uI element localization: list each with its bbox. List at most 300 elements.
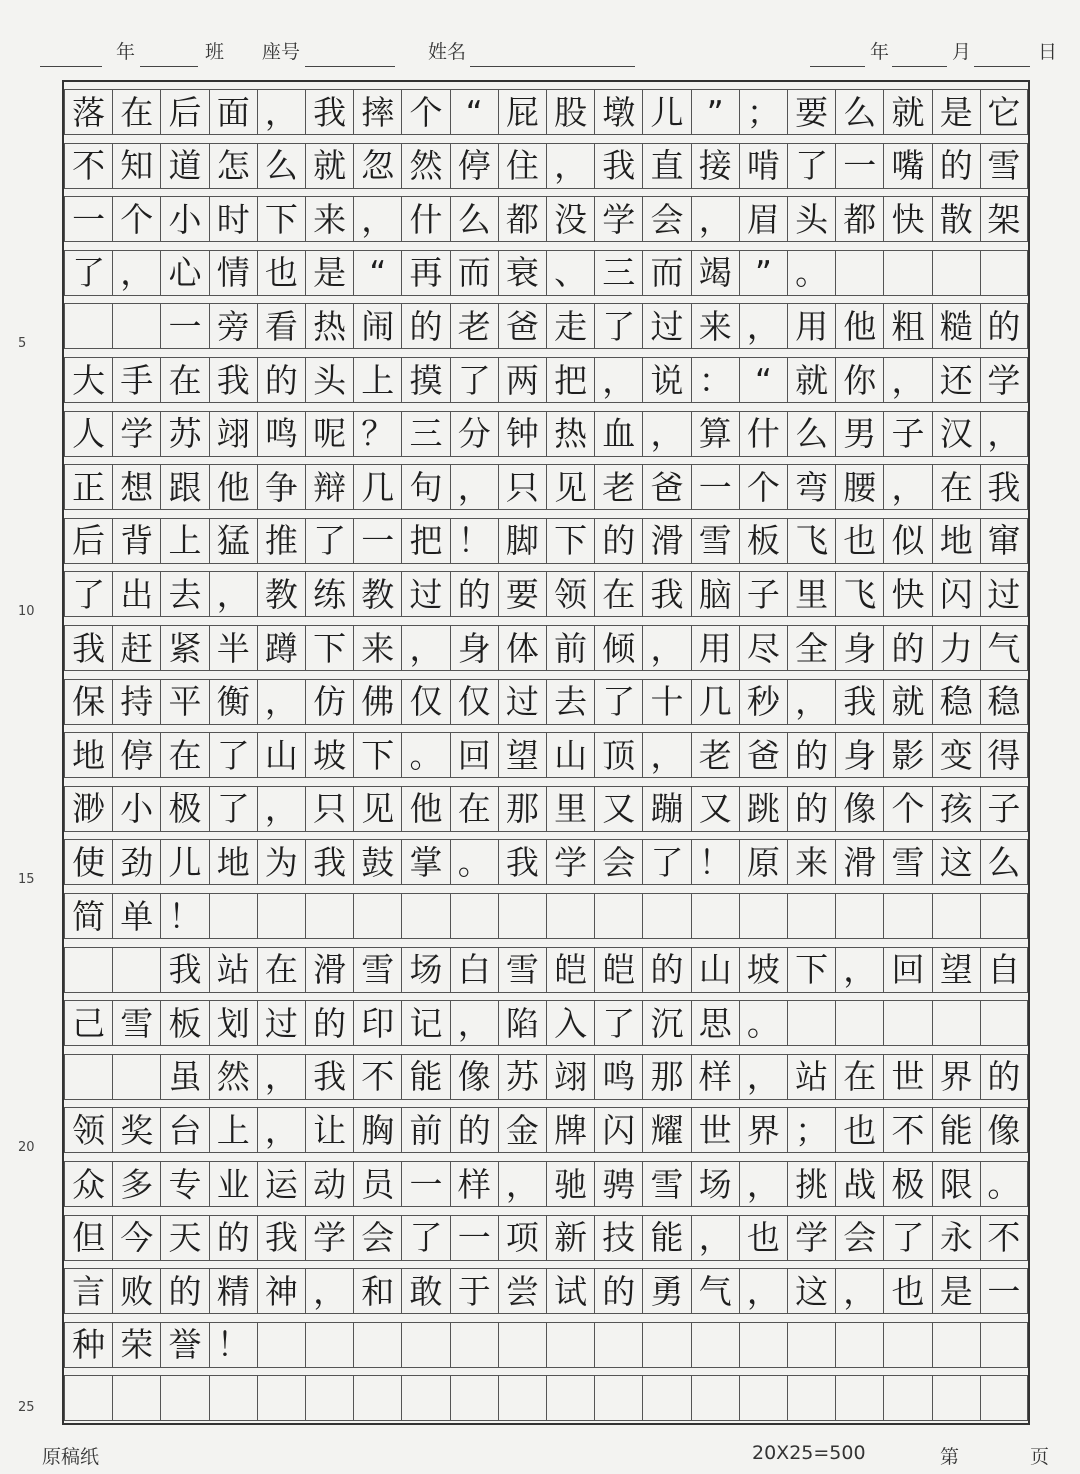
grid-cell: 全 [787, 625, 835, 671]
grid-cell: 爸 [642, 464, 690, 510]
grid-cell: 种 [64, 1322, 112, 1368]
grid-cell: 是 [932, 89, 980, 135]
grid-cell: 的 [642, 947, 690, 993]
grid-cell: 鸣 [594, 1054, 642, 1100]
grid-cell [883, 893, 931, 939]
grid-cell: 神 [257, 1268, 305, 1314]
grid-cell: 爸 [739, 732, 787, 778]
grid-cell: 会 [594, 839, 642, 885]
page-label-right: 页 [1030, 1446, 1050, 1468]
grid-cell: 看 [257, 303, 305, 349]
grid-cell [546, 1322, 594, 1368]
grid-cell: 山 [691, 947, 739, 993]
grid-cell: 就 [883, 89, 931, 135]
grid-cell: 钟 [498, 411, 546, 457]
grid-cell: 蹲 [257, 625, 305, 671]
grid-cell: 像 [450, 1054, 498, 1100]
grid-cell: 领 [64, 1107, 112, 1153]
grid-cell: 地 [932, 518, 980, 564]
date-year-blank [810, 66, 865, 67]
grid-cell: 雪 [883, 839, 931, 885]
grid-cell [498, 1375, 546, 1421]
grid-cell: 今 [112, 1215, 160, 1261]
grid-cell: 渺 [64, 786, 112, 832]
grid-cell: 用 [691, 625, 739, 671]
grid-cell: 在 [257, 947, 305, 993]
grid-cell: 学 [546, 839, 594, 885]
grid-cell: ， [257, 1107, 305, 1153]
grid-cell [498, 893, 546, 939]
grid-cell: ， [691, 1215, 739, 1261]
grid-cell: 学 [112, 411, 160, 457]
grid-cell: 样 [691, 1054, 739, 1100]
grid-cell: 身 [835, 732, 883, 778]
class-label: 班 [205, 41, 225, 63]
grid-cell: 地 [64, 732, 112, 778]
seat-label: 座号 [262, 41, 301, 63]
grid-cell: 了 [594, 303, 642, 349]
grid-cell: 去 [160, 571, 208, 617]
grid-cell: 半 [209, 625, 257, 671]
grid-cell: 我 [64, 625, 112, 671]
grid-cell: 是 [305, 250, 353, 296]
grid-cell: 正 [64, 464, 112, 510]
grid-cell: 会 [835, 1215, 883, 1261]
grid-cell: 持 [112, 679, 160, 725]
grid-cell: 业 [209, 1161, 257, 1207]
seat-blank [305, 66, 395, 67]
grid-cell: 就 [305, 143, 353, 189]
grid-cell: 一 [353, 518, 401, 564]
grid-cell [498, 1322, 546, 1368]
grid-cell: 雪 [112, 1000, 160, 1046]
grid-cell: 也 [739, 1215, 787, 1261]
grid-cell: 望 [498, 732, 546, 778]
grid-cell: 两 [498, 357, 546, 403]
grid-cell: 而 [642, 250, 690, 296]
grid-cell: 仿 [305, 679, 353, 725]
grid-cell: 猛 [209, 518, 257, 564]
grid-cell: 然 [209, 1054, 257, 1100]
grid-cell [980, 1000, 1028, 1046]
grid-cell: 他 [835, 303, 883, 349]
grid-cell: 后 [64, 518, 112, 564]
grid-cell: 老 [594, 464, 642, 510]
grid-cell: 儿 [160, 839, 208, 885]
grid-cell: 而 [450, 250, 498, 296]
grid-cell: ， [594, 357, 642, 403]
grid-cell: 住 [498, 143, 546, 189]
grid-cell: 了 [64, 250, 112, 296]
grid-cell: 练 [305, 571, 353, 617]
grid-cell: ； [787, 1107, 835, 1153]
grid-cell: ， [305, 1268, 353, 1314]
grid-cell: 糙 [932, 303, 980, 349]
grid-cell: 一 [835, 143, 883, 189]
grid-cell: 会 [642, 196, 690, 242]
grid-cell: 。 [980, 1161, 1028, 1207]
grid-cell: “ [353, 250, 401, 296]
grid-cell: 气 [980, 625, 1028, 671]
grid-cell: 金 [498, 1107, 546, 1153]
grid-cell: 孩 [932, 786, 980, 832]
grid-cell [305, 1375, 353, 1421]
grid-cell: 板 [160, 1000, 208, 1046]
grid-cell: ， [257, 1054, 305, 1100]
grid-cell: 耀 [642, 1107, 690, 1153]
grid-cell: 、 [546, 250, 594, 296]
grid-cell: 学 [305, 1215, 353, 1261]
grid-cell: 掌 [401, 839, 449, 885]
grid-cell: 分 [450, 411, 498, 457]
grid-cell: 血 [594, 411, 642, 457]
grid-cell: 衰 [498, 250, 546, 296]
grid-cell [257, 1322, 305, 1368]
grid-cell: 小 [160, 196, 208, 242]
essay-row [64, 1368, 1028, 1422]
grid-cell: 没 [546, 196, 594, 242]
grid-cell [883, 1375, 931, 1421]
grid-cell: 他 [209, 464, 257, 510]
grid-cell [64, 303, 112, 349]
grid-cell: 陷 [498, 1000, 546, 1046]
grid-cell: 新 [546, 1215, 594, 1261]
grid-cell: 三 [594, 250, 642, 296]
grid-cell: 多 [112, 1161, 160, 1207]
grid-cell: 争 [257, 464, 305, 510]
grid-cell: 秒 [739, 679, 787, 725]
grid-cell: 前 [401, 1107, 449, 1153]
grid-cell: 嘴 [883, 143, 931, 189]
grid-cell: 用 [787, 303, 835, 349]
grid-cell: 言 [64, 1268, 112, 1314]
grid-cell: 我 [305, 839, 353, 885]
grid-cell: 闪 [594, 1107, 642, 1153]
grid-cell: ； [739, 89, 787, 135]
grid-cell: 下 [353, 732, 401, 778]
grid-cell [932, 1322, 980, 1368]
grid-cell: 地 [209, 839, 257, 885]
grid-cell: 界 [739, 1107, 787, 1153]
grid-cell [401, 893, 449, 939]
grid-cell: 粗 [883, 303, 931, 349]
grid-cell [64, 1375, 112, 1421]
grid-cell: 平 [160, 679, 208, 725]
grid-cell: 永 [932, 1215, 980, 1261]
essay-row [64, 832, 1028, 886]
grid-cell: 了 [594, 1000, 642, 1046]
grid-cell: 印 [353, 1000, 401, 1046]
year-label: 年 [116, 41, 136, 63]
grid-cell: 望 [932, 947, 980, 993]
header [0, 0, 1080, 80]
grid-cell: ， [112, 250, 160, 296]
essay-row [64, 940, 1028, 994]
grid-cell: 和 [353, 1268, 401, 1314]
grid-cell: 推 [257, 518, 305, 564]
grid-cell: 体 [498, 625, 546, 671]
grid-cell: ， [980, 411, 1028, 457]
grid-cell [835, 1322, 883, 1368]
grid-cell [932, 1000, 980, 1046]
grid-cell: 老 [450, 303, 498, 349]
grid-cell: ， [450, 1000, 498, 1046]
grid-cell: 那 [498, 786, 546, 832]
grid-cell: 都 [835, 196, 883, 242]
grid-cell: 快 [883, 571, 931, 617]
grid-cell: 稳 [932, 679, 980, 725]
grid-cell: 接 [691, 143, 739, 189]
grid-cell: 停 [112, 732, 160, 778]
grid-cell: 一 [64, 196, 112, 242]
grid-cell: 只 [305, 786, 353, 832]
grid-cell: 道 [160, 143, 208, 189]
essay-row [64, 82, 1028, 136]
grid-cell: 也 [835, 518, 883, 564]
grid-cell: ， [498, 1161, 546, 1207]
essay-row [64, 136, 1028, 190]
grid-cell: 不 [353, 1054, 401, 1100]
class-blank [140, 66, 198, 67]
grid-cell: 不 [64, 143, 112, 189]
grid-cell: 落 [64, 89, 112, 135]
grid-cell: 的 [594, 518, 642, 564]
grid-cell [594, 1375, 642, 1421]
grid-cell: 战 [835, 1161, 883, 1207]
grid-cell: 精 [209, 1268, 257, 1314]
line-number: 20 [18, 1140, 35, 1155]
grid-cell [932, 1375, 980, 1421]
grid-cell [980, 1375, 1028, 1421]
grid-cell: 像 [835, 786, 883, 832]
grid-cell: 场 [691, 1161, 739, 1207]
grid-cell: 在 [932, 464, 980, 510]
grid-cell: 情 [209, 250, 257, 296]
grid-cell: 手 [112, 357, 160, 403]
grid-cell [932, 893, 980, 939]
grid-cell: 见 [546, 464, 594, 510]
grid-cell: 么 [980, 839, 1028, 885]
grid-cell: 极 [160, 786, 208, 832]
grid-cell: ， [546, 143, 594, 189]
grid-cell: 尽 [739, 625, 787, 671]
grid-cell [642, 893, 690, 939]
grid-cell: 闹 [353, 303, 401, 349]
grid-cell: 员 [353, 1161, 401, 1207]
grid-cell: 是 [932, 1268, 980, 1314]
grid-cell: 的 [450, 571, 498, 617]
name-blank [470, 66, 635, 67]
grid-cell: 场 [401, 947, 449, 993]
grid-cell: 心 [160, 250, 208, 296]
line-number: 25 [18, 1400, 35, 1415]
grid-cell [209, 893, 257, 939]
grid-cell: 竭 [691, 250, 739, 296]
grid-cell: 过 [498, 679, 546, 725]
grid-cell: 世 [883, 1054, 931, 1100]
grid-cell: 那 [642, 1054, 690, 1100]
paper-name: 原稿纸 [42, 1446, 100, 1468]
grid-cell: “ [739, 357, 787, 403]
grid-cell: 闪 [932, 571, 980, 617]
date-month-blank [892, 66, 947, 67]
grid-cell: 过 [642, 303, 690, 349]
grid-cell: 极 [883, 1161, 931, 1207]
line-number: 5 [18, 336, 27, 351]
grid-cell: 不 [883, 1107, 931, 1153]
grid-cell [209, 1375, 257, 1421]
grid-cell: 小 [112, 786, 160, 832]
essay-row [64, 1315, 1028, 1369]
grid-cell: 了 [209, 786, 257, 832]
grid-cell: 它 [980, 89, 1028, 135]
grid-cell: 下 [305, 625, 353, 671]
grid-cell: 技 [594, 1215, 642, 1261]
grid-cell [64, 947, 112, 993]
grid-cell [160, 1375, 208, 1421]
manuscript-sheet [62, 80, 1030, 1425]
grid-cell: 跟 [160, 464, 208, 510]
grid-cell: 我 [160, 947, 208, 993]
line-number: 10 [18, 604, 35, 619]
grid-cell [883, 250, 931, 296]
grid-cell: 站 [209, 947, 257, 993]
grid-cell: 胸 [353, 1107, 401, 1153]
grid-cell: 我 [305, 1054, 353, 1100]
grid-cell: 奖 [112, 1107, 160, 1153]
grid-cell: 摸 [401, 357, 449, 403]
grid-cell: 就 [787, 357, 835, 403]
grid-cell: 能 [642, 1215, 690, 1261]
grid-cell [835, 1000, 883, 1046]
grid-cell: 的 [209, 1215, 257, 1261]
grid-cell: 我 [498, 839, 546, 885]
grid-cell: 专 [160, 1161, 208, 1207]
grid-cell [353, 893, 401, 939]
grid-cell [883, 1322, 931, 1368]
grid-cell: 运 [257, 1161, 305, 1207]
grid-cell: 么 [787, 411, 835, 457]
grid-cell: ， [642, 411, 690, 457]
grid-cell: 呢 [305, 411, 353, 457]
grid-cell: 紧 [160, 625, 208, 671]
grid-cell: 单 [112, 893, 160, 939]
grid-cell: 保 [64, 679, 112, 725]
grid-cell: 不 [980, 1215, 1028, 1261]
grid-cell [835, 1375, 883, 1421]
grid-cell: 众 [64, 1161, 112, 1207]
grid-cell: 里 [546, 786, 594, 832]
grid-cell: 也 [835, 1107, 883, 1153]
grid-cell: 倾 [594, 625, 642, 671]
grid-cell: 上 [209, 1107, 257, 1153]
grid-cell: 子 [739, 571, 787, 617]
grid-cell: 过 [401, 571, 449, 617]
grid-cell: 鸣 [257, 411, 305, 457]
grid-cell [980, 250, 1028, 296]
grid-cell: 还 [932, 357, 980, 403]
grid-cell [450, 1375, 498, 1421]
grid-cell: 旁 [209, 303, 257, 349]
essay-grid [64, 82, 1028, 1423]
grid-cell: 山 [546, 732, 594, 778]
date-year-label: 年 [870, 41, 890, 63]
grid-cell: 皑 [546, 947, 594, 993]
grid-cell: 雪 [642, 1161, 690, 1207]
grid-cell: 窜 [980, 518, 1028, 564]
grid-cell: 教 [353, 571, 401, 617]
grid-cell [450, 893, 498, 939]
grid-cell: 一 [401, 1161, 449, 1207]
grid-cell [401, 1375, 449, 1421]
grid-cell: 弯 [787, 464, 835, 510]
grid-cell: 我 [209, 357, 257, 403]
grid-cell: 衡 [209, 679, 257, 725]
grid-cell: 雪 [353, 947, 401, 993]
grid-cell: 了 [64, 571, 112, 617]
grid-cell [835, 250, 883, 296]
grid-cell: ， [209, 571, 257, 617]
grid-cell: ， [883, 464, 931, 510]
grid-cell: 来 [353, 625, 401, 671]
grid-cell [642, 1375, 690, 1421]
grid-cell: 都 [498, 196, 546, 242]
grid-cell [305, 893, 353, 939]
grid-cell: 的 [932, 143, 980, 189]
grid-cell [257, 893, 305, 939]
grid-cell: 过 [257, 1000, 305, 1046]
grid-cell: 什 [401, 196, 449, 242]
grid-cell: 头 [787, 196, 835, 242]
grid-cell: 么 [450, 196, 498, 242]
grid-cell [835, 893, 883, 939]
grid-cell: 顶 [594, 732, 642, 778]
grid-cell: ， [739, 1268, 787, 1314]
grid-cell: 会 [353, 1215, 401, 1261]
grid-cell: 教 [257, 571, 305, 617]
grid-cell: 墩 [594, 89, 642, 135]
essay-row [64, 189, 1028, 243]
grid-cell: ， [787, 679, 835, 725]
grid-cell: 的 [787, 786, 835, 832]
grid-cell: ， [353, 196, 401, 242]
grid-cell: 我 [642, 571, 690, 617]
grid-cell: 像 [980, 1107, 1028, 1153]
grid-cell [257, 1375, 305, 1421]
date-day-label: 日 [1038, 41, 1058, 63]
grid-cell: 站 [787, 1054, 835, 1100]
grid-cell [112, 1054, 160, 1100]
grid-cell: 的 [787, 732, 835, 778]
grid-cell: 怎 [209, 143, 257, 189]
grid-cell: ， [739, 303, 787, 349]
grid-cell: 败 [112, 1268, 160, 1314]
grid-cell: 又 [691, 786, 739, 832]
grid-cell: 学 [787, 1215, 835, 1261]
grid-cell: 子 [883, 411, 931, 457]
grid-cell: 誉 [160, 1322, 208, 1368]
grid-cell: 身 [835, 625, 883, 671]
grid-cell [691, 893, 739, 939]
name-label: 姓名 [428, 41, 467, 63]
grid-cell: 说 [642, 357, 690, 403]
grid-cell: 挑 [787, 1161, 835, 1207]
grid-cell: 几 [691, 679, 739, 725]
grid-cell: 我 [305, 89, 353, 135]
grid-cell: 为 [257, 839, 305, 885]
grid-cell: 让 [305, 1107, 353, 1153]
grid-cell: 眉 [739, 196, 787, 242]
